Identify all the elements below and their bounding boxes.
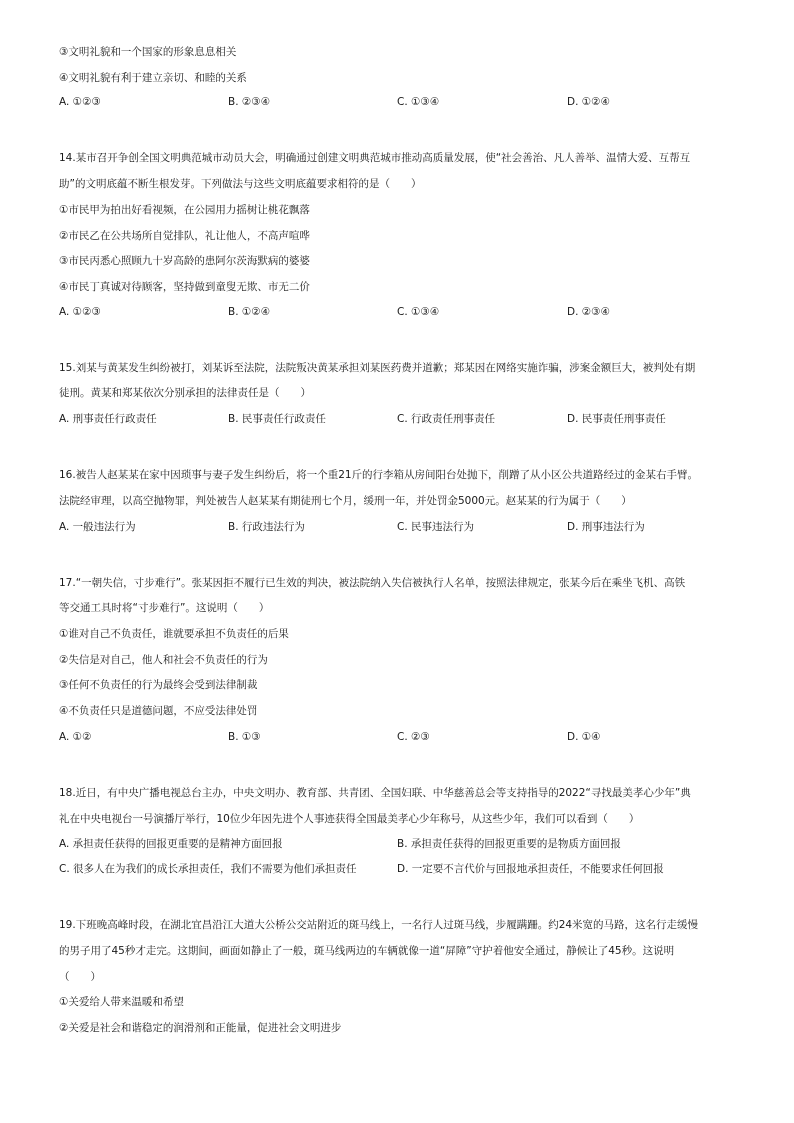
statement: ③任何不负责任的行为最终会受到法律制裁 [59, 679, 258, 691]
question-stem: （ ） [59, 971, 101, 983]
option-b: B. ②③④ [228, 96, 271, 108]
question-stem: 助”的文明底蕴不断生根发芽。下列做法与这些文明底蕴要求相符的是（ ） [59, 178, 422, 190]
question-stem: 18.近日，有中央广播电视总台主办，中央文明办、教育部、共青团、全国妇联、中华慈善总会等支持指导的2022“寻找最美孝心少年”典 [59, 787, 691, 799]
option-d: D. ①④ [567, 731, 601, 743]
option-c: C. 行政责任刑事责任 [397, 413, 496, 425]
question-stem: 15.刘某与黄某发生纠纷被打，刘某诉至法院，法院叛决黄某承担刘某医药费并道歉；郑某因在网络实施诈骗，涉案金额巨大，被判处有期 [59, 362, 696, 374]
question-stem: 14.某市召开争创全国文明典范城市动员大会，明确通过创建文明典范城市推动高质量发展，使“社会善治、凡人善举、温情大爱、互帮互 [59, 152, 691, 164]
question-stem: 徒刑。黄某和郑某依次分别承担的法律责任是（ ） [59, 387, 311, 399]
option-a: A. ①②③ [59, 306, 101, 318]
option-d: D. 一定要不言代价与回报地承担责任，不能要求任何回报 [397, 863, 664, 875]
option-c: C. ①③④ [397, 306, 440, 318]
statement: ③市民丙悉心照顾九十岁高龄的患阿尔茨海默病的婆婆 [59, 255, 310, 267]
option-row [59, 837, 759, 851]
option-b: B. ①②④ [228, 306, 271, 318]
option-row [59, 412, 759, 426]
statement: ④市民丁真诚对待顾客，坚持做到童叟无欺、市无二价 [59, 281, 310, 293]
option-d: D. 刑事违法行为 [567, 521, 645, 533]
statement: ②失信是对自己，他人和社会不负责任的行为 [59, 654, 268, 666]
option-b: B. 承担责任获得的回报更重要的是物质方面回报 [397, 838, 621, 850]
statement: ②市民乙在公共场所自觉排队，礼让他人，不高声喧哗 [59, 230, 310, 242]
option-row [59, 95, 759, 109]
option-b: B. 行政违法行为 [228, 521, 305, 533]
statement: ④不负责任只是道德问题，不应受法律处罚 [59, 705, 258, 717]
statement: ①市民甲为拍出好看视频，在公园用力摇树让桃花飘落 [59, 204, 310, 216]
statement: ④文明礼貌有利于建立亲切、和睦的关系 [59, 72, 247, 84]
question-stem: 16.被告人赵某某在家中因琐事与妻子发生纠纷后，将一个重21斤的行李箱从房间阳台处抛下，削蹭了从小区公共道路经过的金某右手臂。 [59, 469, 699, 481]
option-row [59, 730, 759, 744]
option-c: C. 民事违法行为 [397, 521, 475, 533]
option-b: B. 民事责任行政责任 [228, 413, 326, 425]
statement: ①关爱给人带来温暖和希望 [59, 996, 184, 1008]
option-c: C. ②③ [397, 731, 430, 743]
question-stem: 等交通工具时将“寸步难行”。这说明（ ） [59, 602, 270, 614]
option-c: C. 很多人在为我们的成长承担责任，我们不需要为他们承担责任 [59, 863, 357, 875]
question-stem: 17.“一朝失信，寸步难行”。张某因拒不履行已生效的判决，被法院纳入失信被执行人名单，按照法律规定，张某今后在乘坐飞机、高铁 [59, 577, 686, 589]
option-c: C. ①③④ [397, 96, 440, 108]
option-d: D. ②③④ [567, 306, 610, 318]
option-b: B. ①③ [228, 731, 261, 743]
option-row [59, 862, 759, 876]
option-d: D. ①②④ [567, 96, 610, 108]
option-row [59, 305, 759, 319]
option-a: A. ①② [59, 731, 92, 743]
option-d: D. 民事责任刑事责任 [567, 413, 666, 425]
option-a: A. 承担责任获得的回报更重要的是精神方面回报 [59, 838, 283, 850]
question-stem: 19.下班晚高峰时段，在湖北宜昌沿江大道大公桥公交站附近的斑马线上，一名行人过斑马线，步履蹒跚。约24米宽的马路，这名行走缓慢 [59, 919, 699, 931]
statement: ③文明礼貌和一个国家的形象息息相关 [59, 46, 237, 58]
statement: ②关爱是社会和谐稳定的润滑剂和正能量，促进社会文明进步 [59, 1022, 342, 1034]
question-stem: 礼在中央电视台一号演播厅举行，10位少年因先进个人事迹获得全国最美孝心少年称号，从这些少年，我们可以看到（ ） [59, 813, 640, 825]
option-a: A. 一般违法行为 [59, 521, 136, 533]
option-a: A. 刑事责任行政责任 [59, 413, 157, 425]
option-row [59, 520, 759, 534]
statement: ①谁对自己不负责任，谁就要承担不负责任的后果 [59, 628, 289, 640]
question-stem: 法院经审理，以高空抛物罪，判处被告人赵某某有期徒刑七个月，缓刑一年，并处罚金5000元。赵某某的行为属于（ ） [59, 495, 632, 507]
option-a: A. ①②③ [59, 96, 101, 108]
question-stem: 的男子用了45秒才走完。这期间，画面如静止了一般，斑马线两边的车辆就像一道“屏障”守护着他安全通过，静候让了45秒。这说明 [59, 945, 675, 957]
